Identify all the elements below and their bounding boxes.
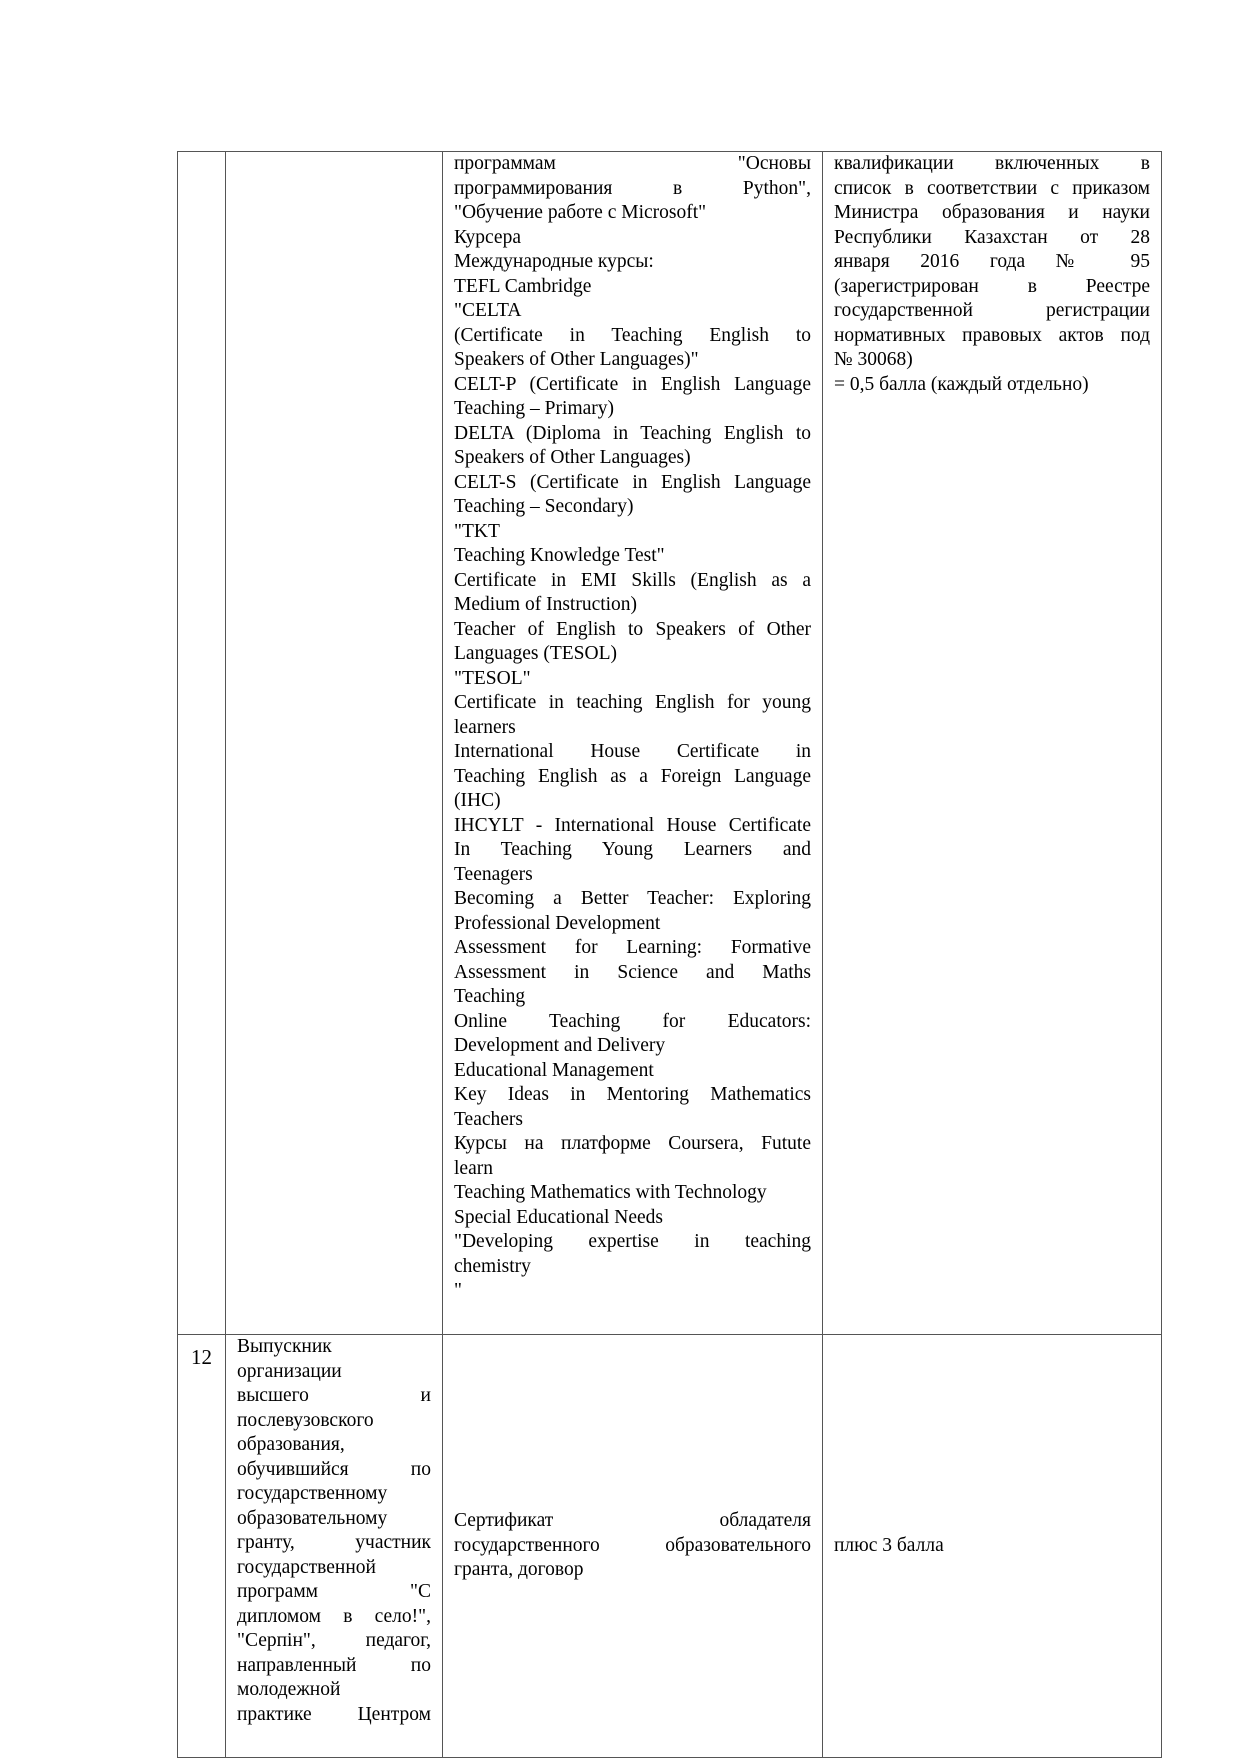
points-cell <box>823 1335 1162 1758</box>
row-number: 12 <box>191 1345 212 1369</box>
criterion-line: дипломом в село!", <box>237 1605 431 1627</box>
criterion-line: практике Центром <box>237 1703 431 1725</box>
document-line: Международные курсы: <box>454 251 654 272</box>
document-line: Teaching Mathematics with Technology <box>454 1182 767 1203</box>
document-line: Certificate in teaching English for young <box>454 692 811 713</box>
criterion-line: государственному <box>237 1483 388 1504</box>
document-line: "TESOL" <box>454 667 531 689</box>
points-line: Министра образования и науки <box>834 202 1150 223</box>
document-line: Professional Development <box>454 912 661 934</box>
criterion-line: гранту, участник <box>237 1532 431 1553</box>
points-line: квалификации включенных в <box>834 153 1150 174</box>
document-line: Development and Delivery <box>454 1035 666 1056</box>
criterion-line: обучившийся по <box>237 1458 431 1480</box>
points-line: нормативных правовых актов под <box>834 324 1150 346</box>
criterion-line: высшего и <box>237 1385 431 1406</box>
criterion-line: образовательному <box>237 1507 388 1529</box>
document-line: государственного образовательного <box>454 1534 811 1556</box>
row-number-cell <box>178 1335 226 1758</box>
document-line: Online Teaching for Educators: <box>454 1010 811 1032</box>
document-line: learners <box>454 716 516 738</box>
document-line: (IHC) <box>454 790 501 811</box>
points-text: плюс 3 балла <box>834 1534 944 1556</box>
document-line: Educational Management <box>454 1059 654 1081</box>
document-line: IHCYLT - International House Certificate <box>454 814 811 836</box>
document-line: Курсы на платформе Coursera, Futute <box>454 1133 811 1154</box>
document-line: Teaching Knowledge Test" <box>454 545 665 566</box>
document-line: CELT-S (Certificate in English Language <box>454 471 811 493</box>
document-line: "Обучение работе с Microsoft" <box>454 202 707 223</box>
criterion-line: послевузовского <box>237 1409 374 1431</box>
document-line: Teaching English as a Foreign Language <box>454 765 811 787</box>
document-line: " <box>454 1280 462 1301</box>
document-line: learn <box>454 1157 493 1179</box>
document-line: "TKT <box>454 520 500 542</box>
points-line: № 30068) <box>834 349 913 370</box>
points-line: января 2016 года № 95 <box>834 251 1150 272</box>
document-line: "CELTA <box>454 300 522 321</box>
document-line: "Developing expertise in teaching <box>454 1231 811 1252</box>
document-line: Курсера <box>454 226 521 248</box>
criterion-line: направленный по <box>237 1654 431 1676</box>
criterion-line: "Серпін", педагог, <box>237 1630 431 1651</box>
table-row <box>178 1335 1162 1758</box>
document-line: (Certificate in Teaching English to <box>454 324 811 346</box>
document-line: Assessment for Learning: Formative <box>454 937 811 958</box>
document-line: Teaching – Secondary) <box>454 496 634 517</box>
criterion-line: организации <box>237 1360 342 1382</box>
document-line: TEFL Cambridge <box>454 275 592 297</box>
document-line: In Teaching Young Learners and <box>454 839 811 860</box>
document-line: Teaching – Primary) <box>454 398 614 419</box>
row-number-cell <box>178 152 226 1335</box>
points-line: (зарегистрирован в Реестре <box>834 275 1150 297</box>
documents-cell <box>443 1335 823 1758</box>
criterion-line: государственной <box>237 1556 376 1578</box>
criterion-line: молодежной <box>237 1679 341 1700</box>
document-line: chemistry <box>454 1255 531 1277</box>
document-line: Speakers of Other Languages) <box>454 447 691 468</box>
document-line: Teacher of English to Speakers of Other <box>454 618 811 640</box>
document-line: DELTA (Diploma in Teaching English to <box>454 422 811 444</box>
criterion-line: образования, <box>237 1434 345 1455</box>
criterion-line: Выпускник <box>237 1336 332 1357</box>
points-line: государственной регистрации <box>834 300 1150 321</box>
document-line: Сертификат обладателя <box>454 1510 811 1532</box>
criterion-cell <box>226 152 443 1335</box>
document-line: Becoming a Better Teacher: Exploring <box>454 888 811 909</box>
document-line: Assessment in Science and Maths <box>454 961 811 983</box>
document-line: International House Certificate in <box>454 741 811 762</box>
points-cell <box>823 152 1162 1335</box>
document-line: Speakers of Other Languages)" <box>454 349 699 370</box>
document-line: Key Ideas in Mentoring Mathematics <box>454 1084 811 1105</box>
document-line: Languages (TESOL) <box>454 643 617 664</box>
document-line: Teenagers <box>454 863 533 885</box>
document-line: Teaching <box>454 986 526 1007</box>
document-line: программам "Основы <box>454 153 811 174</box>
document-line: Special Educational Needs <box>454 1206 664 1228</box>
document-line: CELT-P (Certificate in English Language <box>454 373 811 395</box>
criteria-table <box>177 151 1162 1758</box>
points-line: = 0,5 балла (каждый отдельно) <box>834 373 1089 395</box>
document-line: Teachers <box>454 1108 524 1130</box>
table-row <box>178 152 1162 1335</box>
points-line: список в соответствии с приказом <box>834 177 1150 199</box>
document-line: Medium of Instruction) <box>454 594 638 615</box>
criterion-line: программ "С <box>237 1581 431 1602</box>
document-line: Certificate in EMI Skills (English as a <box>454 569 811 591</box>
document-line: программирования в Python", <box>454 177 811 199</box>
criterion-cell <box>226 1335 443 1758</box>
documents-cell <box>443 152 823 1335</box>
document-line: гранта, договор <box>454 1559 584 1581</box>
points-line: Республики Казахстан от 28 <box>834 226 1150 248</box>
